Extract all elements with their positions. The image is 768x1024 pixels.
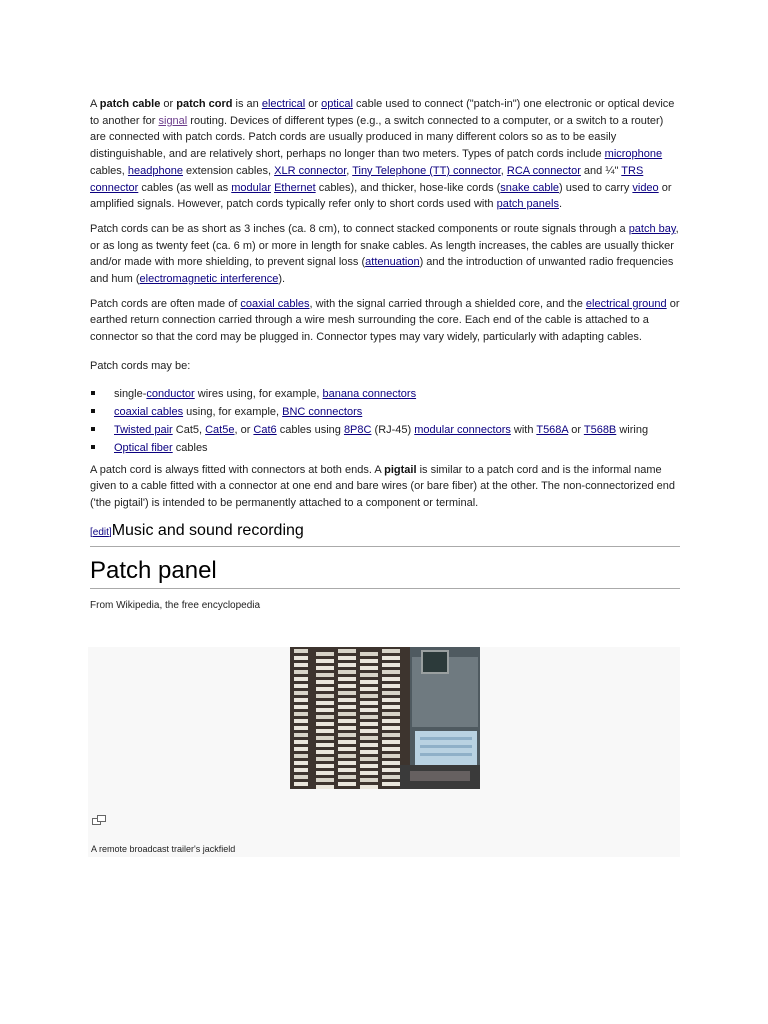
patch-cord-types-list	[90, 385, 680, 458]
page-title: Patch panel	[90, 555, 680, 589]
figure-caption: A remote broadcast trailer's jackfield	[91, 844, 236, 854]
jackfield-photo-drawing	[290, 647, 480, 789]
link-trs-connector[interactable]: TRS connector	[90, 164, 644, 194]
link-tiny-telephone-connector[interactable]: Tiny Telephone (TT) connector	[352, 164, 501, 177]
link-t568b[interactable]: T568B	[583, 424, 617, 437]
list-item: Twisted pair Cat5, Cat5e, or Cat6 cables using 8P8C (RJ-45) modular connectors with T568A or T568B wiring	[90, 421, 680, 439]
link-signal[interactable]: signal	[158, 114, 188, 127]
edit-link[interactable]: edit	[92, 526, 109, 538]
link-8p8c[interactable]: 8P8C	[343, 424, 372, 437]
jackfield-photo[interactable]	[290, 647, 480, 789]
bold-term-pigtail: pigtail	[384, 463, 417, 476]
link-t568a[interactable]: T568A	[536, 424, 569, 437]
bold-term-patch-cord: patch cord	[176, 98, 233, 110]
article-body	[90, 96, 680, 613]
bullet-square-icon	[91, 409, 95, 413]
link-electrical-ground[interactable]: electrical ground	[585, 297, 667, 310]
bullet-square-icon	[91, 427, 95, 431]
link-conductor[interactable]: conductor	[146, 387, 195, 400]
link-optical-fiber[interactable]: Optical fiber	[114, 442, 173, 455]
list-intro-paragraph: Patch cords may be:	[90, 359, 191, 372]
bullet-square-icon	[91, 391, 95, 395]
bold-term-patch-cable: patch cable	[99, 98, 161, 110]
bullet-square-icon	[91, 445, 95, 449]
link-patch-bay[interactable]: patch bay	[628, 222, 676, 235]
link-coaxial-cables[interactable]: coaxial cables	[240, 297, 310, 310]
list-item: single-conductor wires using, for example, banana connectors	[90, 385, 680, 403]
link-coaxial-cables[interactable]: coaxial cables	[114, 405, 184, 418]
link-rca-connector[interactable]: RCA connector	[506, 164, 581, 177]
link-patch-panels[interactable]: patch panels	[496, 198, 559, 211]
intro-paragraph: A patch cable or patch cord is an electrical or optical cable used to connect ("patch-in") one electronic or optical device to another for signal routing. Devices of different types (e.g., a switch connected to a computer, or a switch to a router) are connected with patch cords. Patch cords are usually produced in many different colors so as to be easily distinguishable, and are relatively short, perhaps no longer than two meters. Types of patch cords include microphone cables, headphone extension cables, XLR connector, Tiny Telephone (TT) connector, RCA connector and ¼" TRS connector cables (as well as modular Ethernet cables), and thicker, hose-like cords (snake cable) used to carry video or amplified signals. However, patch cords typically refer only to short cords used with patch panels.	[90, 98, 675, 211]
link-video[interactable]: video	[632, 181, 659, 194]
link-xlr-connector[interactable]: XLR connector	[274, 164, 347, 177]
link-attenuation[interactable]: attenuation	[365, 256, 420, 269]
site-tagline: From Wikipedia, the free encyclopedia	[90, 599, 261, 611]
edit-section-link[interactable]: [edit]	[90, 526, 112, 538]
list-item: coaxial cables using, for example, BNC connectors	[90, 403, 680, 421]
link-twisted-pair[interactable]: Twisted pair	[114, 424, 173, 437]
link-ethernet[interactable]: Ethernet	[274, 181, 316, 194]
link-cat5e[interactable]: Cat5e	[205, 424, 235, 437]
link-bnc-connectors[interactable]: BNC connectors	[282, 405, 363, 418]
magnify-clip-icon[interactable]	[92, 812, 106, 830]
link-modular[interactable]: modular	[231, 181, 271, 194]
link-modular-connectors[interactable]: modular connectors	[414, 424, 511, 437]
link-electromagnetic-interference[interactable]: electromagnetic interference	[139, 273, 279, 286]
construction-paragraph: Patch cords are often made of coaxial cables, with the signal carried through a shielded core, and the electrical ground or earthed return connection carried through a wire mesh surrounding the core. Each end of the cable is attached to a connector so that the cord may be plugged in. Connector types may vary widely, particularly with adapting cables.	[90, 297, 680, 344]
link-microphone[interactable]: microphone	[604, 148, 663, 161]
link-banana-connectors[interactable]: banana connectors	[322, 387, 417, 400]
link-cat6[interactable]: Cat6	[253, 424, 277, 437]
link-optical[interactable]: optical	[321, 98, 353, 110]
link-snake-cable[interactable]: snake cable	[500, 181, 560, 194]
link-electrical[interactable]: electrical	[261, 98, 306, 110]
list-item: Optical fiber cables	[90, 439, 680, 457]
section-heading	[90, 520, 680, 547]
length-paragraph: Patch cords can be as short as 3 inches (ca. 8 cm), to connect stacked components or route signals through a patch bay, or as long as twenty feet (ca. 6 m) or more in length for snake cables. As length increases, the cables are usually thicker and/or made with more shielding, to prevent signal loss (attenuation) and the introduction of unwanted radio frequencies and hum (electromagnetic interference).	[90, 222, 679, 286]
pigtail-paragraph: A patch cord is always fitted with connectors at both ends. A pigtail is similar to a patch cord and is the informal name given to a cable fitted with a connector at one end and bare wires (or bare fiber) at the other. The non-connectorized end ('the pigtail') is intended to be permanently attached to a component or terminal.	[90, 463, 675, 510]
link-headphone[interactable]: headphone	[127, 164, 183, 177]
section-title: Music and sound recording	[111, 521, 304, 539]
thumbnail-figure	[88, 647, 680, 857]
